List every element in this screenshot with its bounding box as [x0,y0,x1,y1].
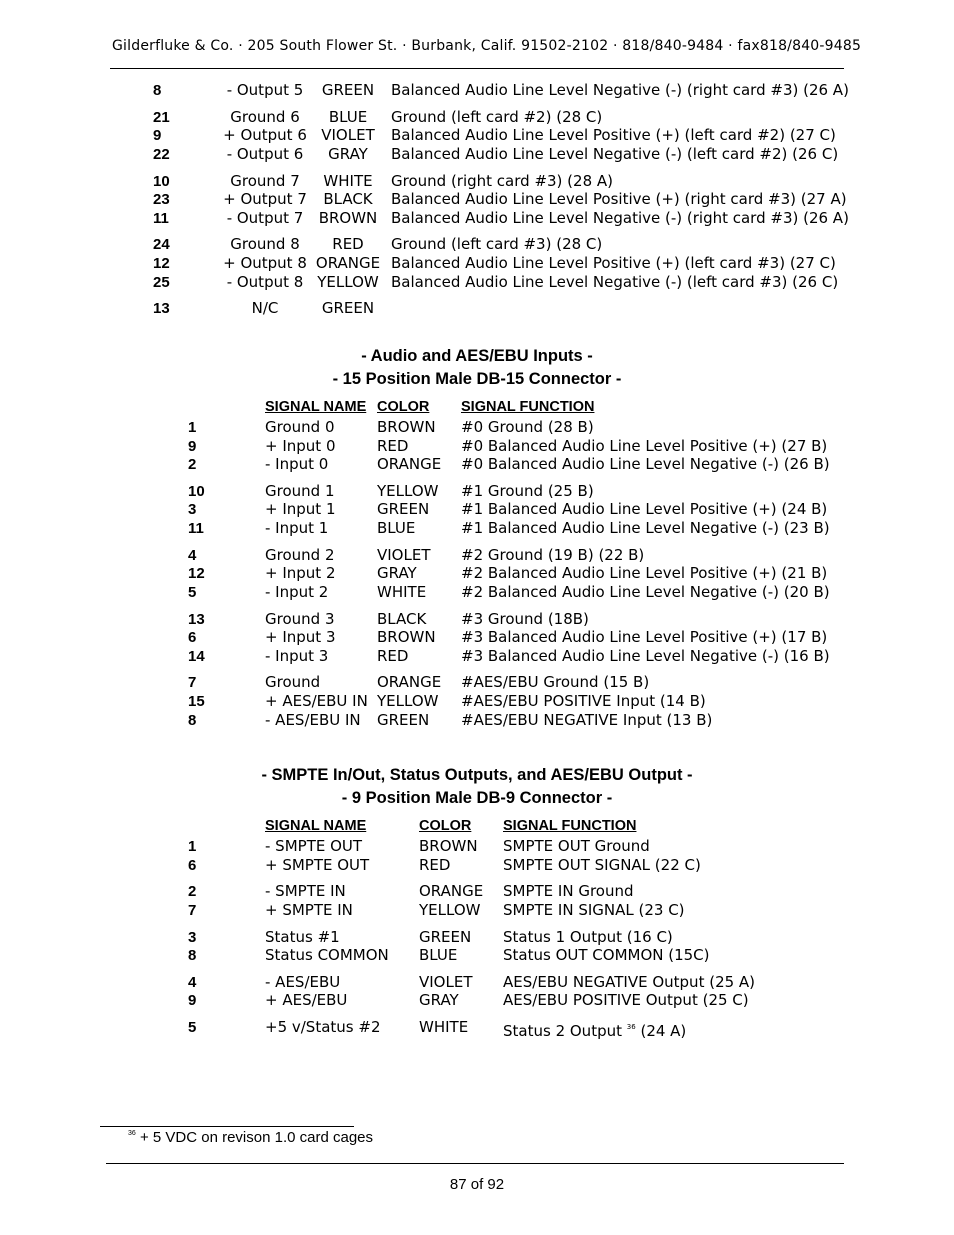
signal-function: Ground (left card #2) (28 C) [391,108,603,126]
wire-color: GRAY [377,564,417,582]
signal-name: - Input 3 [265,647,329,665]
wire-color: BROWN [377,418,436,436]
pin-number: 6 [188,857,197,874]
pin-number: 10 [153,173,170,190]
signal-function: Balanced Audio Line Level Negative (-) (left card #2) (26 C) [391,145,839,163]
pin-number: 9 [153,127,162,144]
table-row [0,647,954,666]
signal-function [503,991,749,1010]
pin-number: 4 [188,547,197,564]
signal-function-text: Status 1 Output (16 C) [503,928,673,946]
signal-function-text: AES/EBU NEGATIVE Output (25 A) [503,973,756,991]
signal-name: - Input 2 [265,583,329,601]
table-row [0,299,954,318]
db9-subtitle: - 9 Position Male DB-9 Connector - [341,789,613,807]
signal-name: Ground 8 [230,235,300,253]
signal-name: - Output 5 [226,81,304,99]
table-row [0,108,954,127]
pin-number: 6 [188,629,197,646]
db9-header-color: COLOR [419,818,472,834]
signal-function: #2 Ground (19 B) (22 B) [461,546,645,564]
signal-function-text: SMPTE IN Ground [503,882,634,900]
table-row [0,254,954,273]
signal-function: #0 Balanced Audio Line Level Negative (-) (26 B) [461,455,830,473]
table-row [0,500,954,519]
pin-number: 1 [188,838,197,855]
table-row [0,991,954,1010]
pin-number: 7 [188,674,197,691]
signal-function: Balanced Audio Line Level Negative (-) (right card #3) (26 A) [391,209,849,227]
table-row [0,610,954,629]
table-row [0,235,954,254]
signal-function [503,882,634,901]
signal-function: #0 Balanced Audio Line Level Positive (+) (27 B) [461,437,828,455]
pin-number: 4 [188,974,197,991]
signal-name: Ground 2 [265,546,335,564]
table-row [0,692,954,711]
pin-number: 24 [153,236,170,253]
table-row [0,901,954,920]
table-row [0,190,954,209]
wire-color: BLUE [328,108,368,126]
pin-number: 15 [188,693,205,710]
signal-function: #3 Ground (18B) [461,610,589,628]
signal-function: #2 Balanced Audio Line Level Positive (+) (21 B) [461,564,828,582]
signal-function [503,973,755,992]
pin-number: 3 [188,929,197,946]
signal-function: #AES/EBU POSITIVE Input (14 B) [461,692,706,710]
wire-color: BROWN [318,209,378,227]
table-row [0,856,954,875]
wire-color: ORANGE [419,882,484,900]
table-row [0,172,954,191]
footnote-text: + 5 VDC on revison 1.0 card cages [139,1129,374,1146]
signal-function: #1 Balanced Audio Line Level Negative (-) (23 B) [461,519,830,537]
footnote-number: 36 [128,1130,136,1137]
wire-color: BROWN [419,837,478,855]
wire-color: RED [419,856,451,874]
wire-color: GREEN [419,928,472,946]
signal-function [503,1018,686,1041]
signal-name: - Input 1 [265,519,329,537]
pin-number: 22 [153,146,170,163]
pin-number: 9 [188,438,197,455]
pin-number: 21 [153,109,170,126]
signal-function: #3 Balanced Audio Line Level Positive (+) (17 B) [461,628,828,646]
wire-color: RED [377,437,409,455]
signal-function-text: AES/EBU POSITIVE Output (25 C) [503,991,749,1009]
signal-function [503,928,673,947]
signal-function [503,856,701,875]
pin-number: 11 [188,520,204,537]
signal-name: + SMPTE IN [265,901,353,919]
wire-color: WHITE [377,583,427,601]
signal-name: + AES/EBU IN [265,692,368,710]
pin-number: 9 [188,992,197,1009]
signal-function: #2 Balanced Audio Line Level Negative (-) (20 B) [461,583,830,601]
pin-number: 13 [153,300,170,317]
footer-rule [106,1163,844,1164]
footnote-reference: 36 [626,1023,636,1031]
db9-header-signal: SIGNAL NAME [265,818,367,834]
table-row [0,564,954,583]
table-row [0,628,954,647]
footnote [128,1129,373,1146]
signal-name: - Output 6 [226,145,304,163]
signal-name: + Input 0 [265,437,336,455]
signal-function-text: SMPTE OUT SIGNAL (22 C) [503,856,701,874]
wire-color: GREEN [321,81,375,99]
table-row [0,273,954,292]
signal-function: #AES/EBU Ground (15 B) [461,673,650,691]
table-row [0,882,954,901]
wire-color: WHITE [323,172,373,190]
signal-function: #3 Balanced Audio Line Level Negative (-) (16 B) [461,647,830,665]
signal-name: + SMPTE OUT [265,856,370,874]
wire-color: GRAY [328,145,368,163]
signal-name: Status COMMON [265,946,389,964]
signal-name: Ground [265,673,321,691]
header-rule [110,68,844,69]
page-number: 87 of 92 [449,1176,505,1193]
table-row [0,145,954,164]
pin-number: 5 [188,584,197,601]
table-row [0,81,954,100]
wire-color: BROWN [377,628,436,646]
wire-color: GREEN [377,711,430,729]
pin-number: 8 [153,82,162,99]
footnote-rule [100,1126,354,1127]
db15-subtitle: - 15 Position Male DB-15 Connector - [332,370,622,388]
wire-color: BLUE [377,519,416,537]
table-row [0,126,954,145]
wire-color: ORANGE [377,673,442,691]
db9-header-function: SIGNAL FUNCTION [503,818,637,834]
signal-name: Ground 7 [230,172,300,190]
signal-function: Balanced Audio Line Level Positive (+) (left card #3) (27 C) [391,254,836,272]
signal-name: + AES/EBU [265,991,348,1009]
signal-function: Balanced Audio Line Level Negative (-) (right card #3) (26 A) [391,81,849,99]
pin-number: 11 [153,210,169,227]
signal-name: N/C [251,299,279,317]
signal-function: Balanced Audio Line Level Positive (+) (left card #2) (27 C) [391,126,836,144]
signal-name: Status #1 [265,928,340,946]
pin-number: 10 [188,483,205,500]
signal-name: - AES/EBU IN [265,711,361,729]
table-row [0,519,954,538]
signal-function [503,837,650,856]
signal-function: Balanced Audio Line Level Positive (+) (right card #3) (27 A) [391,190,847,208]
signal-function: #1 Ground (25 B) [461,482,594,500]
page-header: Gilderfluke & Co. · 205 South Flower St. · Burbank, Calif. 91502-2102 · 818/840-9484 · fax818/840-9485 [112,38,862,54]
signal-function [503,946,710,965]
signal-function-suffix: (24 A) [640,1022,687,1040]
pin-number: 5 [188,1019,197,1036]
table-row [0,455,954,474]
table-row [0,837,954,856]
wire-color: WHITE [419,1018,469,1036]
signal-function [503,901,685,920]
table-row [0,711,954,730]
signal-name: + Input 1 [265,500,336,518]
wire-color: GRAY [419,991,459,1009]
wire-color: YELLOW [419,901,481,919]
signal-name: - Output 7 [226,209,304,227]
signal-name: - SMPTE OUT [265,837,363,855]
signal-function-text: Status OUT COMMON (15C) [503,946,710,964]
db9-title: - SMPTE In/Out, Status Outputs, and AES/EBU Output - [261,766,693,784]
pin-number: 25 [153,274,170,291]
signal-name: + Output 8 [223,254,307,272]
pin-number: 23 [153,191,170,208]
signal-name: + Output 7 [223,190,307,208]
signal-function-text: SMPTE IN SIGNAL (23 C) [503,901,685,919]
pin-number: 1 [188,419,197,436]
wire-color: ORANGE [377,455,442,473]
pin-number: 8 [188,947,197,964]
table-row [0,209,954,228]
signal-function: #1 Balanced Audio Line Level Positive (+) (24 B) [461,500,828,518]
pin-number: 12 [188,565,205,582]
table-row [0,928,954,947]
signal-function: #0 Ground (28 B) [461,418,594,436]
signal-name: + Input 3 [265,628,336,646]
db15-header-color: COLOR [377,399,430,415]
wire-color: GREEN [321,299,375,317]
pin-number: 7 [188,902,197,919]
pin-number: 2 [188,456,197,473]
signal-function-text: Status 2 Output [503,1022,622,1040]
signal-name: + Output 6 [223,126,307,144]
table-row [0,946,954,965]
db15-header-signal: SIGNAL NAME [265,399,367,415]
signal-name: - AES/EBU [265,973,341,991]
signal-name: + Input 2 [265,564,336,582]
signal-function: Balanced Audio Line Level Negative (-) (left card #3) (26 C) [391,273,839,291]
wire-color: YELLOW [377,482,439,500]
wire-color: RED [332,235,364,253]
pin-number: 12 [153,255,170,272]
signal-name: +5 v/Status #2 [265,1018,381,1036]
signal-function: Ground (left card #3) (28 C) [391,235,603,253]
signal-name: Ground 3 [265,610,335,628]
table-row [0,673,954,692]
signal-name: Ground 1 [265,482,335,500]
signal-name: Ground 6 [230,108,300,126]
table-row [0,437,954,456]
wire-color: VIOLET [321,126,375,144]
table-row [0,973,954,992]
table-row [0,1018,954,1040]
signal-function: Ground (right card #3) (28 A) [391,172,613,190]
wire-color: VIOLET [419,973,473,991]
pin-number: 8 [188,712,197,729]
signal-function: #AES/EBU NEGATIVE Input (13 B) [461,711,713,729]
pin-number: 13 [188,611,205,628]
signal-name: - Input 0 [265,455,329,473]
db15-header-function: SIGNAL FUNCTION [461,399,595,415]
table-row [0,546,954,565]
wire-color: YELLOW [377,692,439,710]
wire-color: BLACK [323,190,373,208]
signal-function-text: SMPTE OUT Ground [503,837,650,855]
wire-color: GREEN [377,500,430,518]
pin-number: 2 [188,883,197,900]
wire-color: ORANGE [315,254,381,272]
wire-color: RED [377,647,409,665]
table-row [0,583,954,602]
signal-name: Ground 0 [265,418,335,436]
pin-number: 3 [188,501,197,518]
signal-name: - SMPTE IN [265,882,346,900]
table-row [0,418,954,437]
signal-name: - Output 8 [226,273,304,291]
db15-title: - Audio and AES/EBU Inputs - [361,347,593,365]
wire-color: YELLOW [317,273,379,291]
wire-color: BLUE [419,946,458,964]
wire-color: BLACK [377,610,427,628]
table-row [0,482,954,501]
pin-number: 14 [188,648,205,665]
wire-color: VIOLET [377,546,431,564]
